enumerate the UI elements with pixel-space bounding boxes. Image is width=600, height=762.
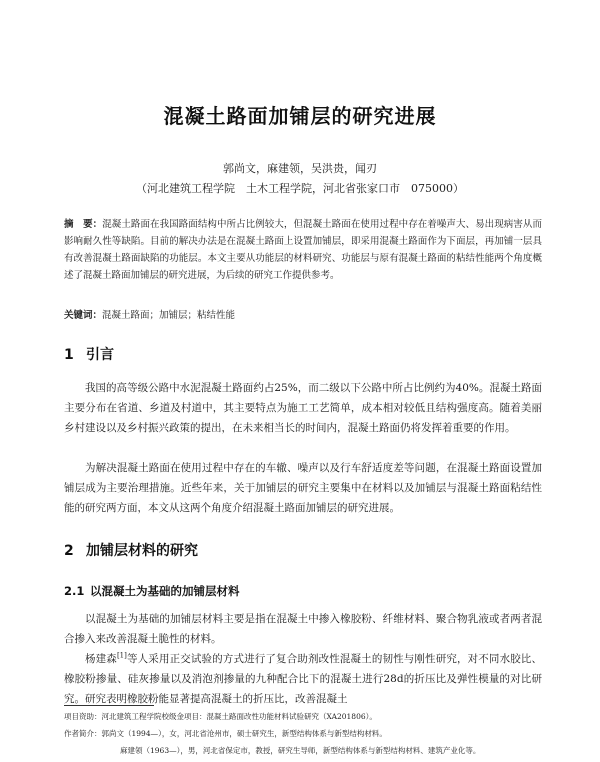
abstract-label: 摘 要：: [64, 219, 103, 230]
author-list: 郭尚文，麻建领，吴洪贵，闻刃: [223, 162, 377, 175]
section-title: 引言: [86, 347, 114, 363]
body-paragraph: 我国的高等级公路中水泥混凝土路面约占25%，而二级以下公路中所占比例约为40%。混凝土路面主要分布在省道、乡道及村道中，其主要特点为施工工艺简单，成本相对较低且结构强度高。随着美丽乡村建设以及乡村振兴政策的提出，在未来相当长的时间内，混凝土路面仍将发挥着重要的作用。: [64, 382, 542, 434]
affiliation: （河北建筑工程学院 土木工程学院，河北省张家口市 075000）: [136, 182, 464, 195]
footnote-divider: [64, 705, 154, 706]
body-paragraph: 以混凝土为基础的加铺层材料主要是指在混凝土中掺入橡胶粉、纤维材料、聚合物乳液或者两者混合掺入来改善混凝土脆性的材料。: [64, 613, 542, 645]
keywords-label: 关键词：: [64, 310, 103, 321]
cited-author: 杨建森: [85, 653, 117, 665]
section-heading-intro: [64, 344, 114, 364]
citation-ref: [1]: [116, 651, 127, 660]
paragraph-text: 等人采用正交试验的方式进行了复合助剂改性混凝土的韧性与刚性研究，对不同水胶比、橡胶粉掺量、硅灰掺量以及消泡剂掺量的九种配合比下的混凝土进行28d的折压比及弹性模量的对比研究。研究表明橡胶粉能显著提高混凝土的折压比，改善混凝土: [64, 653, 543, 705]
abstract-text: 混凝土路面在我国路面结构中所占比例较大，但混凝土路面在使用过程中存在着噪声大、易出现病害从而影响耐久性等缺陷。目前的解决办法是在混凝土路面上设置加铺层，即采用混凝土路面作为下面层，再加铺一层具有改善混凝土路面缺陷的功能层。本文主要从功能层的材料研究、功能层与原有混凝土路面的粘结性能两个角度概述了混凝土路面加铺层的研究进展，为后续的研究工作提供参考。: [64, 219, 542, 281]
footnote-author-2: 麻建领（1963—），男，河北省保定市，教授，研究生导师，新型结构体系与新型结构材料、建筑产业化等。: [120, 746, 481, 755]
subsection-title: 以混凝土为基础的加铺层材料: [90, 584, 240, 598]
paper-title: 混凝土路面加铺层的研究进展: [163, 104, 437, 128]
subsection-heading: [64, 583, 240, 599]
body-paragraph: 为解决混凝土路面在使用过程中存在的车辙、噪声以及行车舒适度差等问题，在混凝土路面设置加铺层成为主要治理措施。近些年来，关于加铺层的研究主要集中在材料以及加铺层与混凝土路面粘结性能的研究两方面，本文从这两个角度介绍混凝土路面加铺层的研究进展。: [64, 462, 542, 514]
keywords-text: 混凝土路面；加铺层；粘结性能: [102, 310, 236, 321]
footnote-funding: 项目资助：河北建筑工程学院校级金项目：混凝土路面改性功能材料试验研究（XA201806）。: [64, 712, 377, 721]
section-number: 1: [64, 347, 74, 363]
body-paragraph: [64, 649, 542, 709]
subsection-number: 2.1: [64, 584, 85, 598]
abstract: [64, 216, 542, 284]
keywords: [64, 307, 542, 324]
section-number: 2: [64, 543, 74, 559]
footnote-author-1: 作者简介：郭尚文（1994—），女，河北省沧州市，硕士研究生，新型结构体系与新型结构材料。: [64, 729, 387, 738]
section-title: 加铺层材料的研究: [86, 543, 198, 559]
section-heading-materials: [64, 540, 198, 560]
